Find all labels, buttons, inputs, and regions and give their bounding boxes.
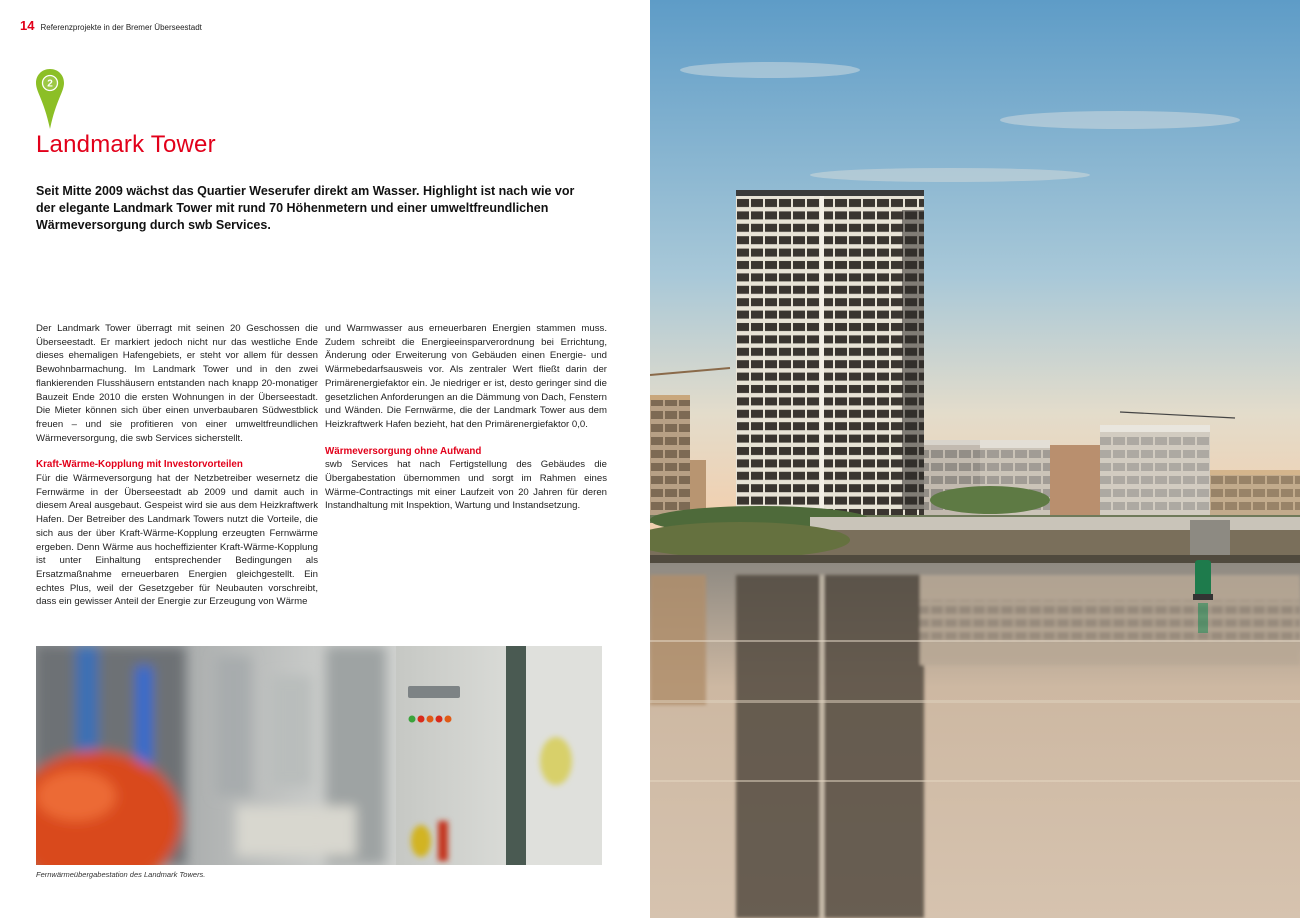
subheading-kwk: Kraft-Wärme-Kopplung mit Investorvorteilen: [36, 459, 243, 471]
marker-number: 2: [47, 78, 53, 90]
paragraph-continued: und Warmwasser aus erneuerbaren Energien stammen muss. Zudem schreibt die Energieeinsparverordnung bei Errichtung, Änderung oder Erweiterung von Gebäuden einen Energie- und Wärmebedarfsausweis vor. Als zentraler Wert fließt darin der Primärenergiefaktor ein. Je niedriger er ist, desto geringer sind die gesetzlichen Anforderungen an die Dämmung von Dach, Fenstern und Wänden. Die Fernwärme, die der Landmark Tower aus dem Heizkraftwerk Hafen bezieht, hat den Primärenergiefaktor 0,0.: [325, 323, 607, 430]
landmark-tower-photo: [650, 0, 1300, 918]
page-title: Landmark Tower: [36, 131, 216, 158]
running-title: Referenzprojekte in der Bremer Überseestadt: [40, 23, 202, 32]
photo-caption: Fernwärmeübergabestation des Landmark Towers.: [36, 870, 206, 879]
text-column-right: [325, 322, 607, 513]
text-column-left: [36, 322, 318, 609]
paragraph-intro: Der Landmark Tower überragt mit seinen 20 Geschossen die Überseestadt. Er markiert jedoch nicht nur das westliche Ende dieses ehemaligen Hafengebiets, er steht vor allem für dessen Bewohnbarmachung. Im Landmark Tower und in den zwei flankierenden Flusshäusern entstanden nach knapp 20-monatiger Bauzeit Ende 2010 die ersten Wohnungen in der Überseestadt. Die Mieter können sich über einen unverbaubaren Südwestblick freuen – und sie profitieren von einer umweltfreundlichen Wärmeversorgung, die swb Services sicherstellt.: [36, 323, 318, 444]
running-header: [20, 18, 202, 34]
paragraph-kwk: Für die Wärmeversorgung hat der Netzbetreiber wesernetz die Fernwärme in der Überseestadt ab 2009 und damit auch in diesem Areal ausgebaut. Gespeist wird sie aus dem Heizkraftwerk Hafen. Der Betreiber des Landmark Towers nutzt die Vorteile, die sich aus der über Kraft-Wärme-Kopplung erzeugten Fernwärme ergeben. Denn Wärme aus hocheffizienter Kraft-Wärme-Kopplung ist unter Einhaltung entsprechender Bedingungen als Ersatzmaßnahme erneuerbaren Energien gleichgestellt. Ein echtes Plus, weil der Gesetzgeber für Neubauten vorschreibt, dass ein gewisser Anteil der Energie zur Erzeugung von Wärme: [36, 473, 318, 608]
page-number: 14: [20, 18, 35, 33]
paragraph-waermeversorgung: swb Services hat nach Fertigstellung des Gebäudes die Übergabestation übernommen und sorgt im Rahmen eines Wärme-Contractings mit einer Laufzeit von 20 Jahren für deren Instandhaltung mit Inspektion, Wartung und Instandsetzung.: [325, 459, 607, 512]
heating-station-photo: [36, 646, 602, 865]
lead-paragraph: Seit Mitte 2009 wächst das Quartier Weserufer direkt am Wasser. Highlight ist nach wie vor der elegante Landmark Tower mit rund 70 Höhenmetern und einer umweltfreundlichen Wärmeversorgung durch swb Services.: [36, 184, 575, 232]
location-pin-icon: [35, 68, 65, 130]
subheading-waermeversorgung: Wärmeversorgung ohne Aufwand: [325, 445, 482, 457]
